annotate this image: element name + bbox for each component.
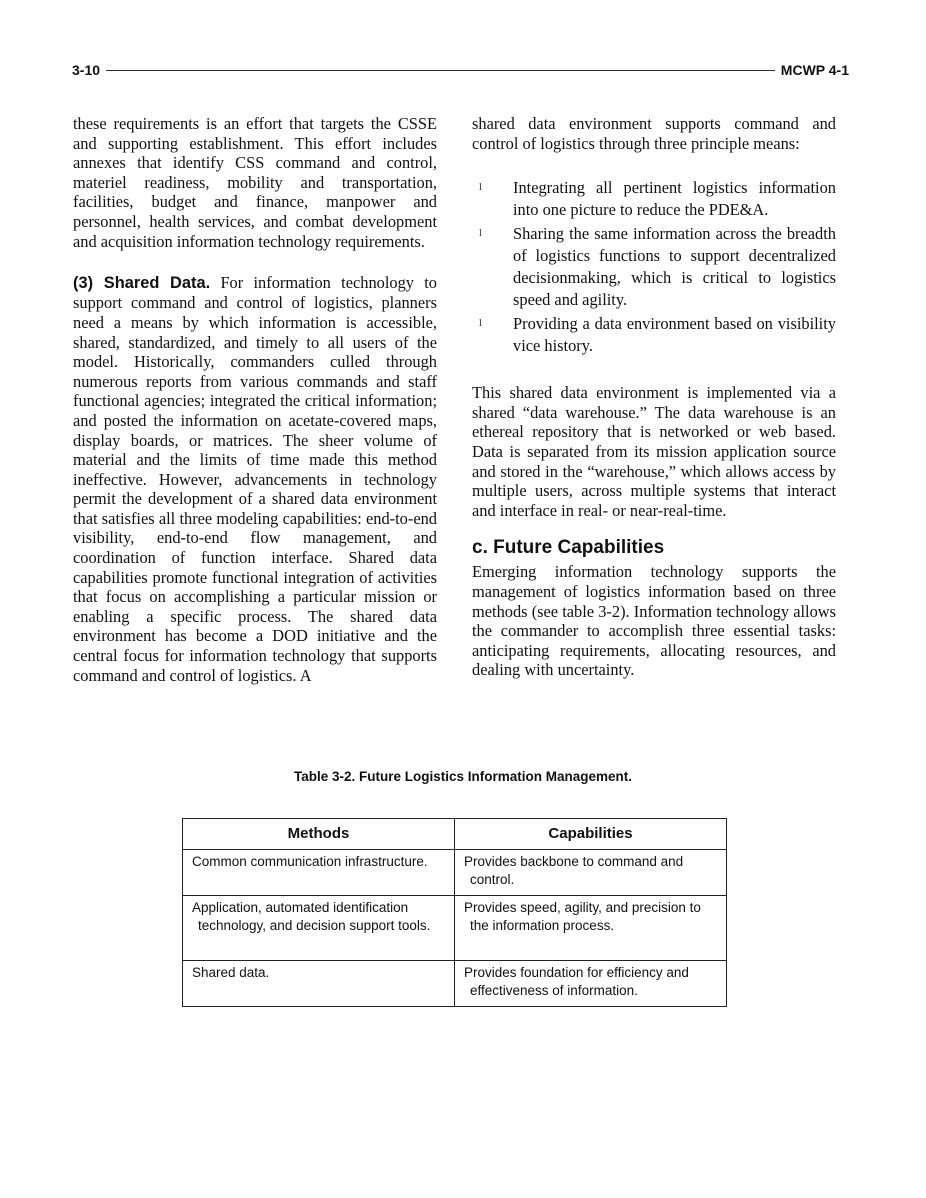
list-item — [472, 313, 836, 357]
page-number: 3-10 — [72, 62, 101, 78]
shared-data-text: For information technology to support command and control of logistics, planners need a means by which information is accessible, shared, standardized, and timely to all users of the model. Historically, commanders culled through numerous reports from various commands and staff functional agencies; integrated the critical information; and posted the information on acetate-covered maps, display boards, or matrices. The sheer volume of material and the limits of time made this method ineffective. However, advancements in technology permit the development of a shared data environment that satisfies all three modeling capabilities: end-to-end visibility, end-to-end flow management, and coordination of function interface. Shared data capabilities promote functional integration of activities that focus on accomplishing a particular mission or enabling a specific process. The shared data environment has become a DOD initiative and the central focus for information technology that supports command and control of logistics. A — [73, 272, 437, 685]
table-header-row — [183, 819, 727, 850]
right-paragraph-2: This shared data environment is implemented via a shared “data warehouse.” The data warehouse is an ethereal repository that is networked or web based. Data is separated from its mission application source and stored in the “warehouse,” which allows access by multiple users, across multiple systems that interact and interface in real- or near-real-time. — [472, 383, 836, 520]
page-header — [72, 60, 849, 80]
shared-data-paragraph — [73, 273, 437, 685]
means-list — [472, 177, 836, 357]
bullet-icon: l — [479, 318, 482, 330]
section-title: c. Future Capabilities — [472, 537, 665, 559]
logistics-table — [182, 818, 727, 1007]
column-header-methods: Methods — [183, 819, 455, 850]
shared-data-heading: (3) Shared Data. — [73, 273, 211, 292]
table-cell: Provides foundation for efficiency and effectiveness of information. — [455, 961, 727, 1007]
list-item — [472, 223, 836, 311]
table-caption: Table 3-2. Future Logistics Information Management. — [293, 769, 633, 784]
table-row — [183, 896, 727, 961]
list-item — [472, 177, 836, 221]
bullet-icon: l — [479, 182, 482, 194]
left-paragraph-1: these requirements is an effort that targets the CSSE and supporting establishment. This effort includes annexes that identify CSS command and control, materiel readiness, mobility and transportation, facilities, budget and finance, manpower and personnel, health services, and combat development and acquisition information technology requirements. — [73, 114, 437, 251]
table-row — [183, 961, 727, 1007]
table-cell: Common communication infrastructure. — [183, 850, 455, 896]
bullet-icon: l — [479, 228, 482, 240]
list-item-text: Integrating all pertinent logistics information into one picture to reduce the PDE&A. — [513, 178, 836, 220]
right-column — [472, 114, 836, 680]
table-cell: Provides backbone to command and control. — [455, 850, 727, 896]
header-rule — [106, 70, 775, 71]
publication-id: MCWP 4-1 — [780, 62, 849, 78]
right-paragraph-3: Emerging information technology supports the management of logistics information based on three methods (see table 3-2). Information technology allows the commander to accomplish three essential tasks: anticipating requirements, allocating resources, and dealing with uncertainty. — [472, 562, 836, 680]
table-cell: Provides speed, agility, and precision to the information process. — [455, 896, 727, 961]
left-column — [73, 114, 437, 685]
list-item-text: Sharing the same information across the breadth of logistics functions to support decentralized decisionmaking, which is critical to logistics speed and agility. — [513, 224, 836, 310]
table-row — [183, 850, 727, 896]
table-cell: Shared data. — [183, 961, 455, 1007]
right-paragraph-1: shared data environment supports command and control of logistics through three principle means: — [472, 114, 836, 153]
column-header-capabilities: Capabilities — [455, 819, 727, 850]
list-item-text: Providing a data environment based on visibility vice history. — [513, 314, 836, 356]
table-cell: Application, automated identification technology, and decision support tools. — [183, 896, 455, 961]
